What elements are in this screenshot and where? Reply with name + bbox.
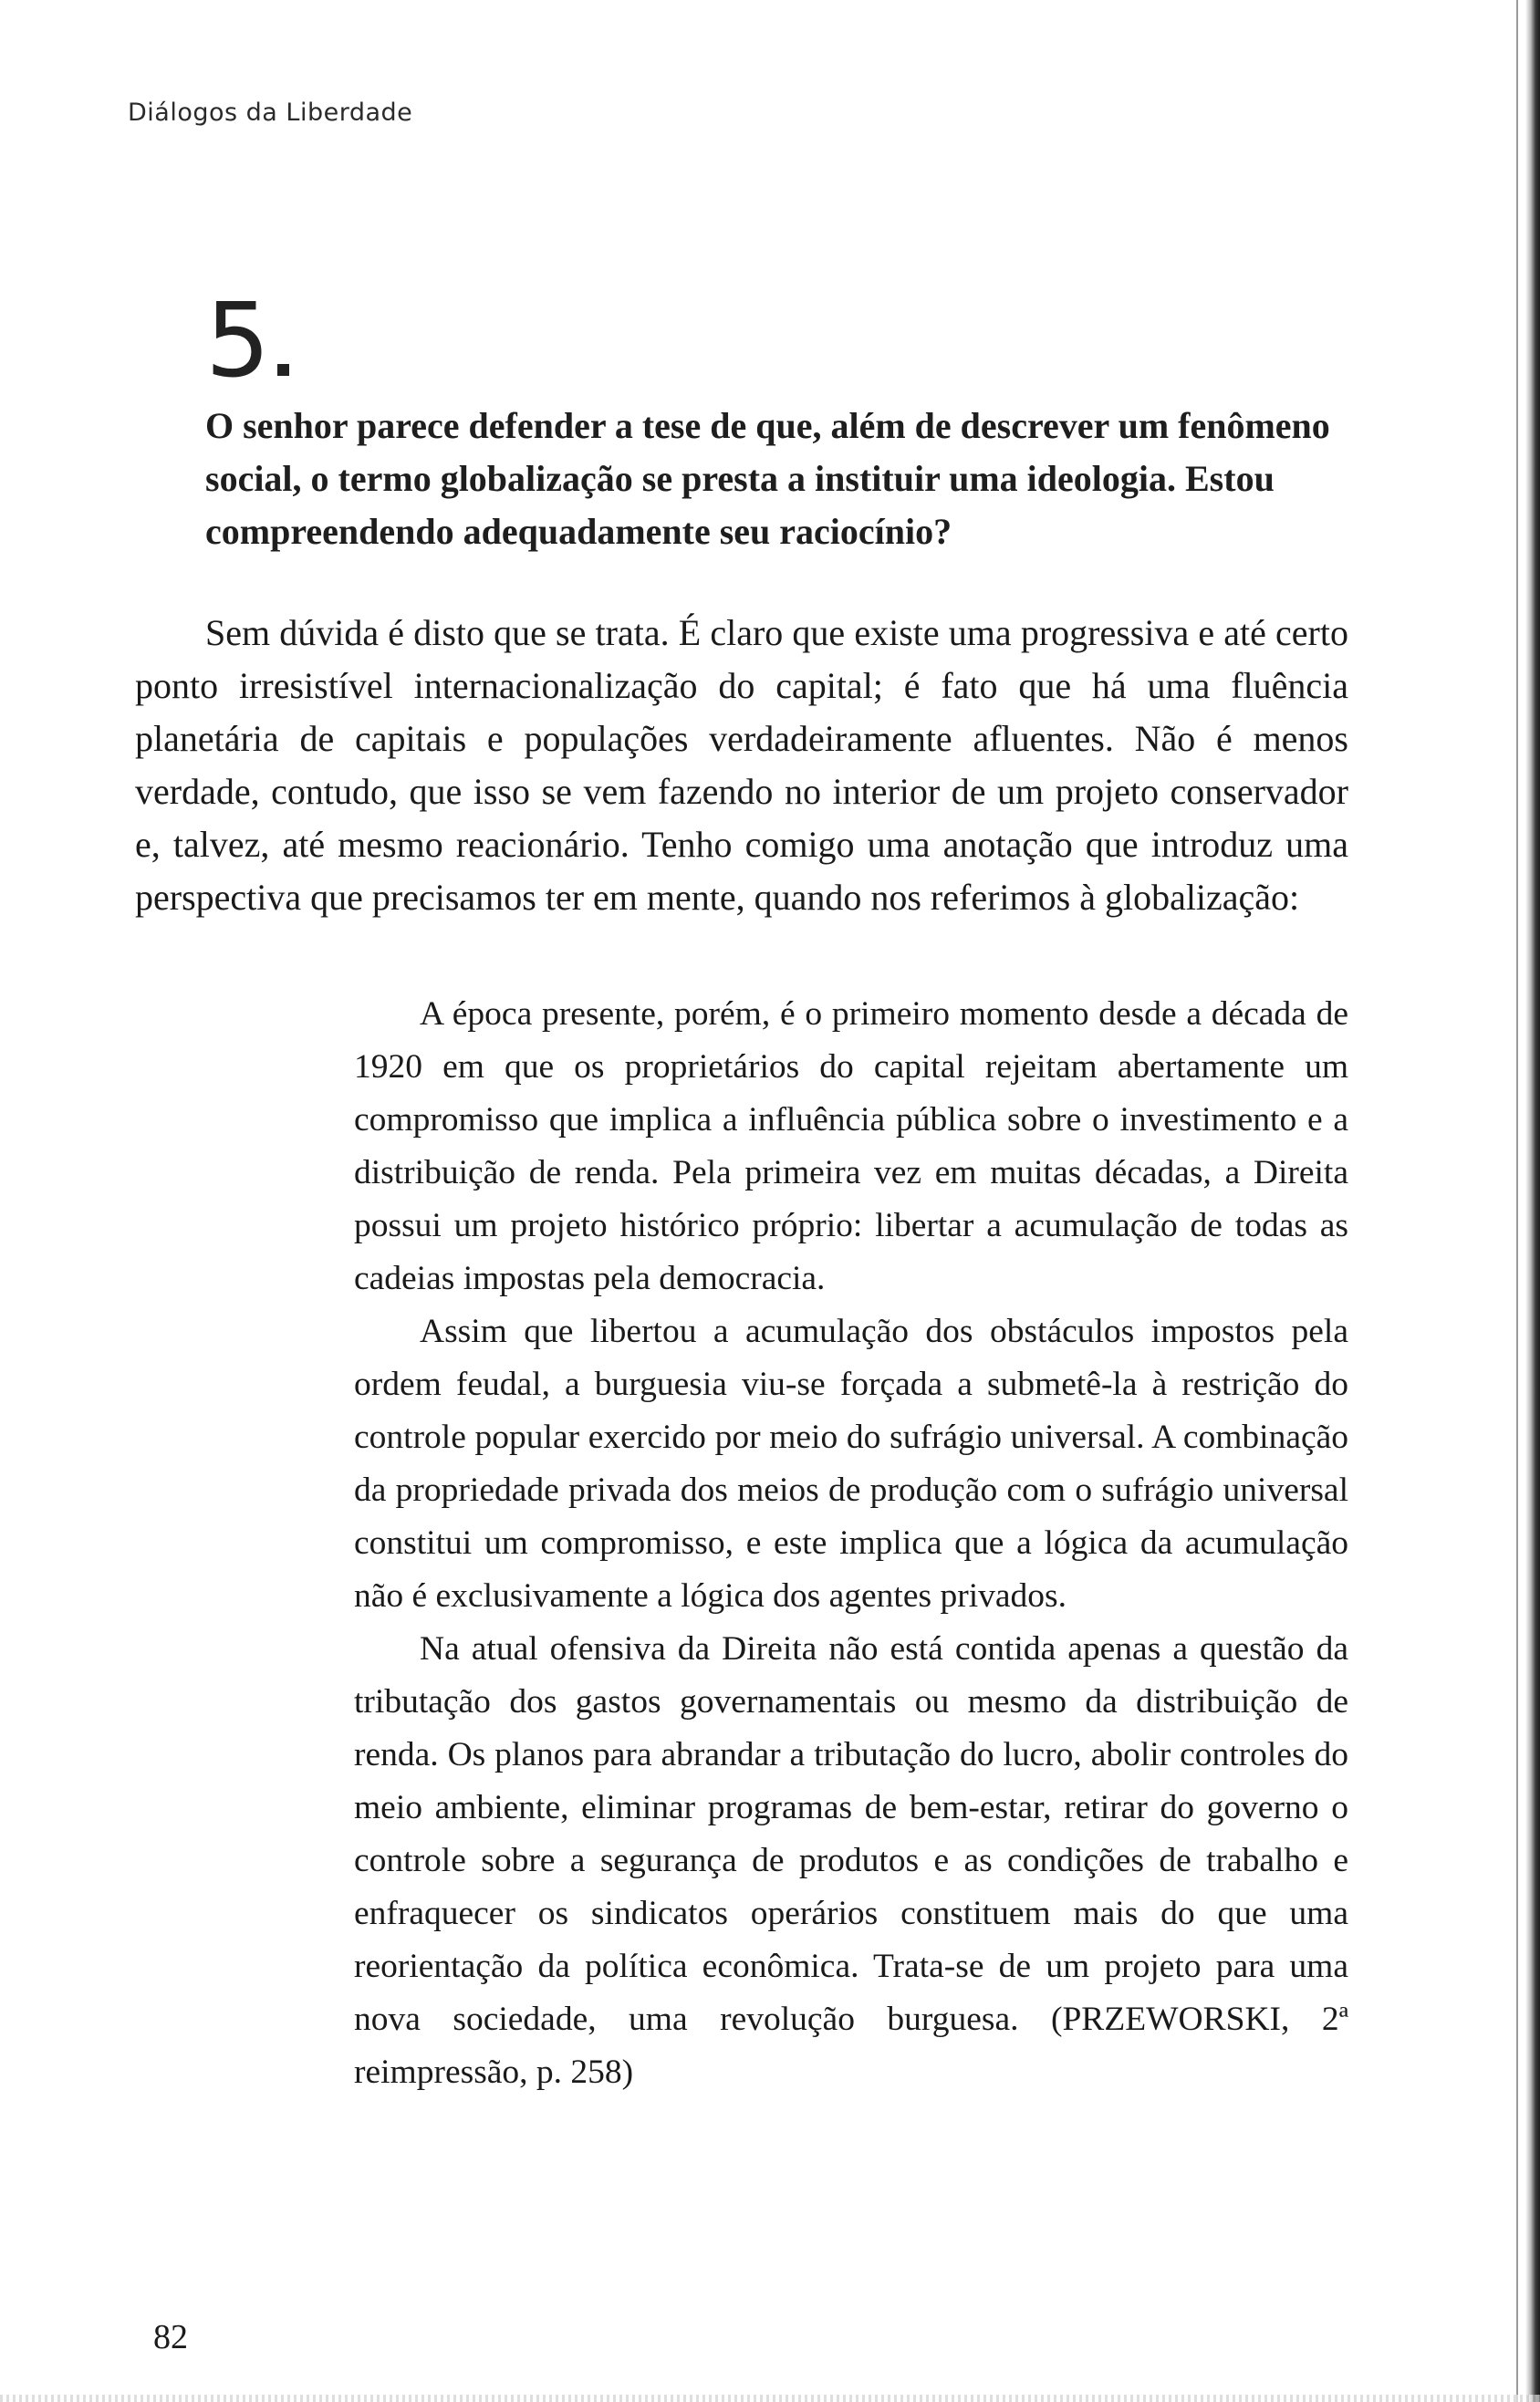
chapter-number-text: 5 [205,282,271,400]
scan-bottom-edge [0,2395,1540,2402]
quote-paragraph-1: A época presente, porém, é o primeiro momento desde a década de 1920 em que os proprietários do capital rejeitam abertamente um compromisso que implica a influência pública sobre o investimento e a distribuição de renda. Pela primeira vez em muitas décadas, a Direita possui um projeto histórico próprio: libertar a acumulação de todas as cadeias impostas pela democracia. [354,995,1348,1297]
page-binding-edge [1525,0,1540,2402]
quote-paragraph-2: Assim que libertou a acumulação dos obstáculos impostos pela ordem feudal, a burguesia viu-se forçada a submetê-la à restrição do controle popular exercido por meio do sufrágio universal. A combinação da propriedade privada dos meios de produção com o sufrágio universal constitui um compromisso, e este implica que a lógica da acumulação não é exclusivamente a lógica dos agentes privados. [354,1313,1348,1615]
quote-paragraph-3: Na atual ofensiva da Direita não está contida apenas a questão da tributação dos gastos governamentais ou mesmo da distribuição de renda. Os planos para abrandar a tributação do lucro, abolir controles do meio ambiente, eliminar programas de bem-estar, retirar do governo o controle sobre a segurança de produtos e as condições de trabalho e enfraquecer os sindicatos operários constituem mais do que uma reorientação da política econômica. Trata-se de um projeto para uma nova sociedade, uma revolução burguesa. (PRZEWORSKI, 2ª reimpressão, p. 258) [354,1630,1348,2091]
chapter-number-dot [277,364,289,376]
chapter-number [205,282,289,400]
binding-line [1516,0,1518,2402]
page-number: 82 [153,2318,188,2356]
running-header: Diálogos da Liberdade [128,99,413,127]
block-quotation [354,988,1348,2099]
interview-answer: Sem dúvida é disto que se trata. É claro que existe uma progressiva e até certo ponto irresistível internacionalização do capital; é fato que há uma fluência planetária de capitais e populações verdadeiramente afluentes. Não é menos verdade, contudo, que isso se vem fazendo no interior de um projeto conservador e, talvez, até mesmo reacionário. Tenho comigo uma anotação que introduz uma perspectiva que precisamos ter em mente, quando nos referimos à globalização: [135,612,1348,918]
interview-question: O senhor parece defender a tese de que, além de descrever um fenômeno social, o termo globalização se presta a instituir uma ideologia. Estou compreendendo adequadamente seu raciocínio? [205,405,1330,552]
